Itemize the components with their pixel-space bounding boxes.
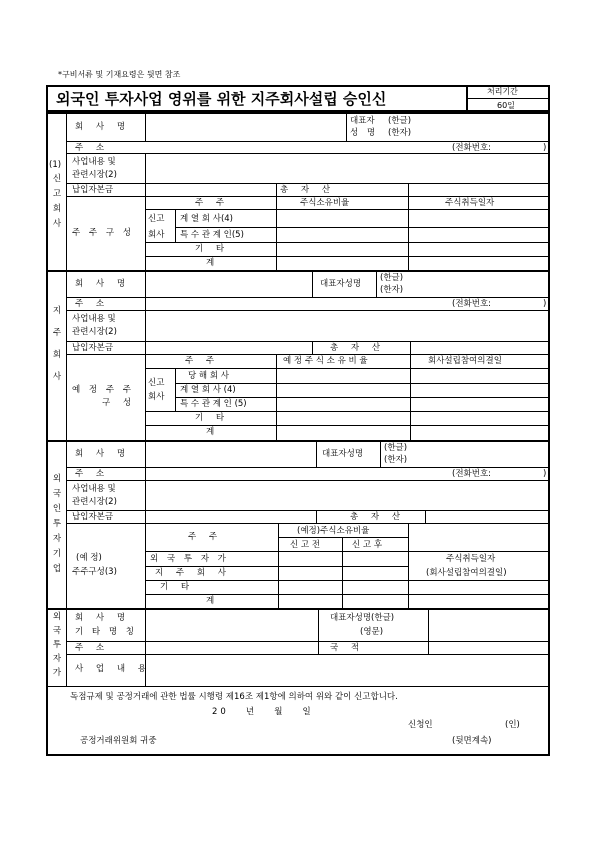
s3-company-name-label: 회 사 명 [75, 449, 131, 459]
s2-hoesa: 회사 [148, 392, 165, 402]
s4-other-name-label: 기 타 명 칭 [75, 627, 137, 637]
s3-holding-row: 지 주 회 사 [155, 568, 231, 578]
s2-rep-hangul: (한글) [380, 273, 404, 283]
s1-rep-name-label: 성 명 [350, 128, 379, 138]
s2-assets-label: 총 자 산 [330, 343, 386, 353]
s3-col-before: 신 고 전 [290, 540, 321, 550]
s2-affiliate-row: 계 열 회 사 (4) [180, 385, 236, 395]
s2-business-label: 사업내용 및 [72, 314, 116, 324]
applicant-label: 신청인 [408, 720, 433, 730]
processing-period-value: 60일 [497, 101, 515, 110]
processing-period-label: 처리기간 [487, 87, 518, 96]
s4-company-name-label: 회 사 명 [75, 613, 131, 623]
s1-company-name-field[interactable] [146, 113, 346, 140]
s1-hoesa: 회사 [148, 230, 165, 240]
declaration-text: 독점규제 및 공정거래에 관한 법률 시행령 제16조 제1항에 의하여 위와 같이 신고합니다. [70, 692, 398, 702]
seal-mark: (인) [505, 720, 520, 730]
s3-col-date-b: (회사설립참여의결일) [426, 568, 507, 578]
s3-col-holder: 주 주 [188, 532, 223, 542]
s2-shareholder-label-b: 구 성 [102, 398, 137, 408]
s1-col-ratio: 주식소유비율 [300, 198, 350, 208]
signing-date: 20 년 월 일 [212, 707, 314, 717]
s3-market-label: 관련시장(2) [72, 497, 117, 507]
s2-col-holder: 주 주 [185, 356, 220, 366]
s2-related-row: 특 수 관 계 인 (5) [180, 399, 247, 409]
s2-shingo: 신고 [148, 378, 165, 388]
s3-capital-label: 납입자본금 [72, 512, 114, 522]
s3-shareholder-label-b: 주주구성(3) [72, 567, 117, 577]
s3-col-ratio: (예정)주식소유비율 [297, 526, 370, 536]
s1-shingo: 신고 [148, 214, 165, 224]
form-title: 외국인 투자사업 영위를 위한 지주회사설립 승인신 [56, 90, 387, 108]
s1-assets-label: 총 자 산 [280, 185, 336, 195]
s2-self-row: 당 해 회 사 [188, 371, 229, 381]
s3-foreign-row: 외 국 투 자 가 [150, 554, 229, 564]
s3-business-label: 사업내용 및 [72, 484, 116, 494]
s1-col-date: 주식취득일자 [445, 198, 495, 208]
s2-company-name-label: 회 사 명 [75, 279, 131, 289]
s2-rep-hanja: (한자) [380, 285, 404, 295]
s2-address-label: 주 소 [75, 299, 110, 309]
s4-address-label: 주 소 [75, 643, 110, 653]
s1-market-label: 관련시장(2) [72, 170, 117, 180]
s3-total-row: 계 [206, 596, 215, 606]
s1-rep-hanja: (한자) [388, 128, 412, 138]
s1-shareholder-label: 주 주 구 성 [72, 228, 134, 238]
s1-company-name-label: 회 사 명 [75, 122, 131, 132]
s1-related-row: 특 수 관 계 인(5) [180, 230, 244, 240]
s3-shareholder-label: (예 정) [76, 553, 102, 563]
s4-country-label: 국 적 [330, 643, 365, 653]
s3-rep-label: 대표자성명 [322, 449, 364, 459]
s3-phone: (전화번호: [452, 469, 492, 479]
s1-phone: (전화번호: [452, 143, 492, 153]
section3-name: 외국인투자기업 [52, 474, 62, 574]
s2-phone: (전화번호: [452, 299, 492, 309]
s3-other-row: 기 타 [160, 582, 195, 592]
s3-col-date: 주식취득일자 [446, 554, 496, 564]
s1-col-holder: 주 주 [195, 198, 230, 208]
s1-total-row: 계 [206, 258, 215, 268]
section1-name: 신고회사 [52, 174, 62, 229]
s2-other-row: 기 타 [195, 413, 230, 423]
s2-market-label: 관련시장(2) [72, 327, 117, 337]
section2-name: 지주회사 [52, 306, 62, 382]
s3-rep-hanja: (한자) [384, 455, 408, 465]
s1-affiliate-row: 계 열 회 사(4) [180, 214, 233, 224]
s1-other-row: 기 타 [195, 244, 230, 254]
continued-note: (뒷면계속) [452, 736, 492, 746]
s2-capital-label: 납입자본금 [72, 343, 114, 353]
section4-name: 외국투자가 [52, 612, 62, 678]
s1-capital-label: 납입자본금 [72, 185, 114, 195]
s2-col-ratio: 예 정 주 식 소 유 비 율 [283, 356, 368, 366]
s2-col-date: 회사설립참여의결일 [428, 356, 502, 366]
s4-rep-label: 대표자성명(한글) [330, 613, 395, 623]
s4-rep-english: (영문) [360, 627, 384, 637]
s3-address-label: 주 소 [75, 469, 110, 479]
s3-rep-hangul: (한글) [384, 443, 408, 453]
section1-number: (1) [49, 160, 62, 170]
s3-assets-label: 총 자 산 [350, 512, 406, 522]
s2-rep-label: 대표자성명 [320, 279, 362, 289]
s1-rep-label: 대표자 [350, 116, 375, 126]
s2-total-row: 계 [206, 427, 215, 437]
recipient: 공정거래위원회 귀중 [80, 736, 157, 746]
s1-business-label: 사업내용 및 [72, 157, 116, 167]
s1-address-label: 주 소 [75, 143, 110, 153]
s1-rep-hangul: (한글) [388, 116, 412, 126]
instructions-note: *구비서류 및 기재요령은 뒷면 참조 [58, 70, 181, 79]
s2-shareholder-label: 예 정 주 주 [72, 385, 134, 395]
s4-business-label: 사 업 내 용 [75, 664, 151, 674]
s3-col-after: 신 고 후 [352, 540, 383, 550]
